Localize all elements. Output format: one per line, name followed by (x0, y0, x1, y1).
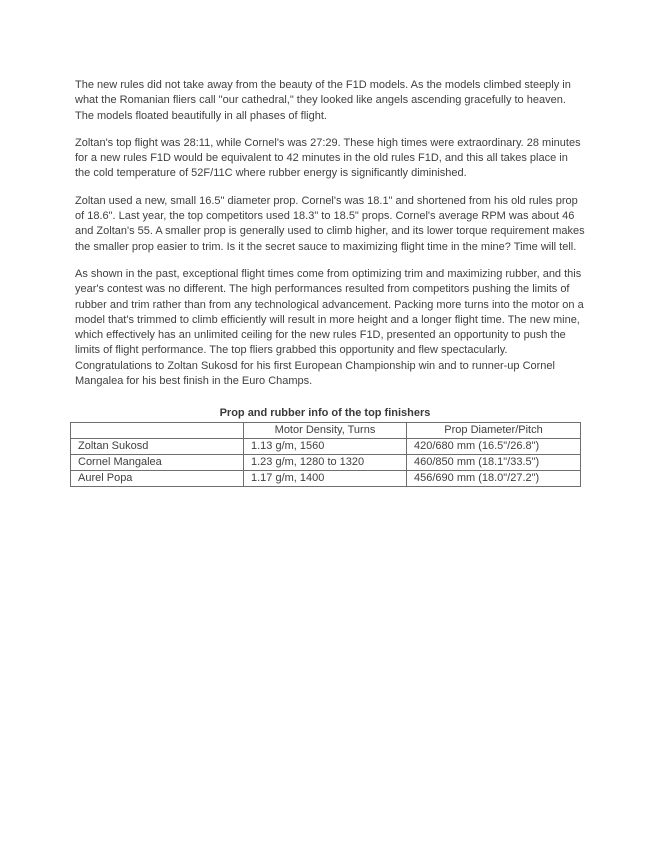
results-table-section (70, 407, 580, 487)
paragraph-props: Zoltan used a new, small 16.5" diameter prop. Cornel's was 18.1" and shortened from his old rules prop of 18.6". Last year, the top competitors used 18.3" to 18.5" props. Cornel's average RPM was about 46 and Zoltan's 55. A smaller prop is generally used to climb higher, and its lower torque requirement makes the smaller prop easier to trim. Is it the secret sauce to maximizing flight time in the mine? Time will tell. (75, 194, 585, 253)
table-row (71, 471, 581, 487)
header-cell-prop-diameter: Prop Diameter/Pitch (407, 423, 581, 439)
cell-competitor-name: Aurel Popa (71, 471, 244, 487)
header-cell-name (71, 423, 244, 439)
cell-competitor-name: Zoltan Sukosd (71, 439, 244, 455)
cell-prop-diameter: 420/680 mm (16.5"/26.8") (407, 439, 581, 455)
cell-prop-diameter: 460/850 mm (18.1"/33.5") (407, 455, 581, 471)
table-title: Prop and rubber info of the top finishers (219, 407, 431, 420)
table-header-row (71, 423, 581, 439)
table-row (71, 455, 581, 471)
paragraph-conclusion: As shown in the past, exceptional flight times come from optimizing trim and maximizing rubber, and this year's contest was no different. The high performances resulted from competitors pushing the limits of rubber and trim rather than from any technological advancement. Packing more turns into the motor on a model that's trimmed to climb efficiently will result in more height and a longer flight time. The new mine, which effectively has an unlimited ceiling for the new rules F1D, presented an opportunity to push the limits of flight performance. The top fliers grabbed this opportunity and flew spectacularly. Congratulations to Zoltan Sukosd for his first European Championship win and to runner-up Cornel Mangalea for his best finish in the Euro Champs. (75, 267, 584, 388)
table-row (71, 439, 581, 455)
cell-prop-diameter: 456/690 mm (18.0"/27.2") (407, 471, 581, 487)
cell-motor-density: 1.17 g/m, 1400 (244, 471, 407, 487)
cell-motor-density: 1.23 g/m, 1280 to 1320 (244, 455, 407, 471)
cell-motor-density: 1.13 g/m, 1560 (244, 439, 407, 455)
cell-competitor-name: Cornel Mangalea (71, 455, 244, 471)
paragraph-flight-times: Zoltan's top flight was 28:11, while Cornel's was 27:29. These high times were extraordinary. 28 minutes for a new rules F1D would be equivalent to 42 minutes in the old rules F1D, and this all takes place in the cold temperature of 52F/11C where rubber energy is significantly diminished. (75, 136, 581, 180)
results-table (70, 422, 581, 487)
paragraph-intro: The new rules did not take away from the beauty of the F1D models. As the models climbed steeply in what the Romanian fliers call "our cathedral," they looked like angels ascending gracefully to heaven. The models floated beautifully in all phases of flight. (75, 79, 571, 122)
header-cell-motor-density: Motor Density, Turns (244, 423, 407, 439)
article-body (75, 78, 585, 487)
